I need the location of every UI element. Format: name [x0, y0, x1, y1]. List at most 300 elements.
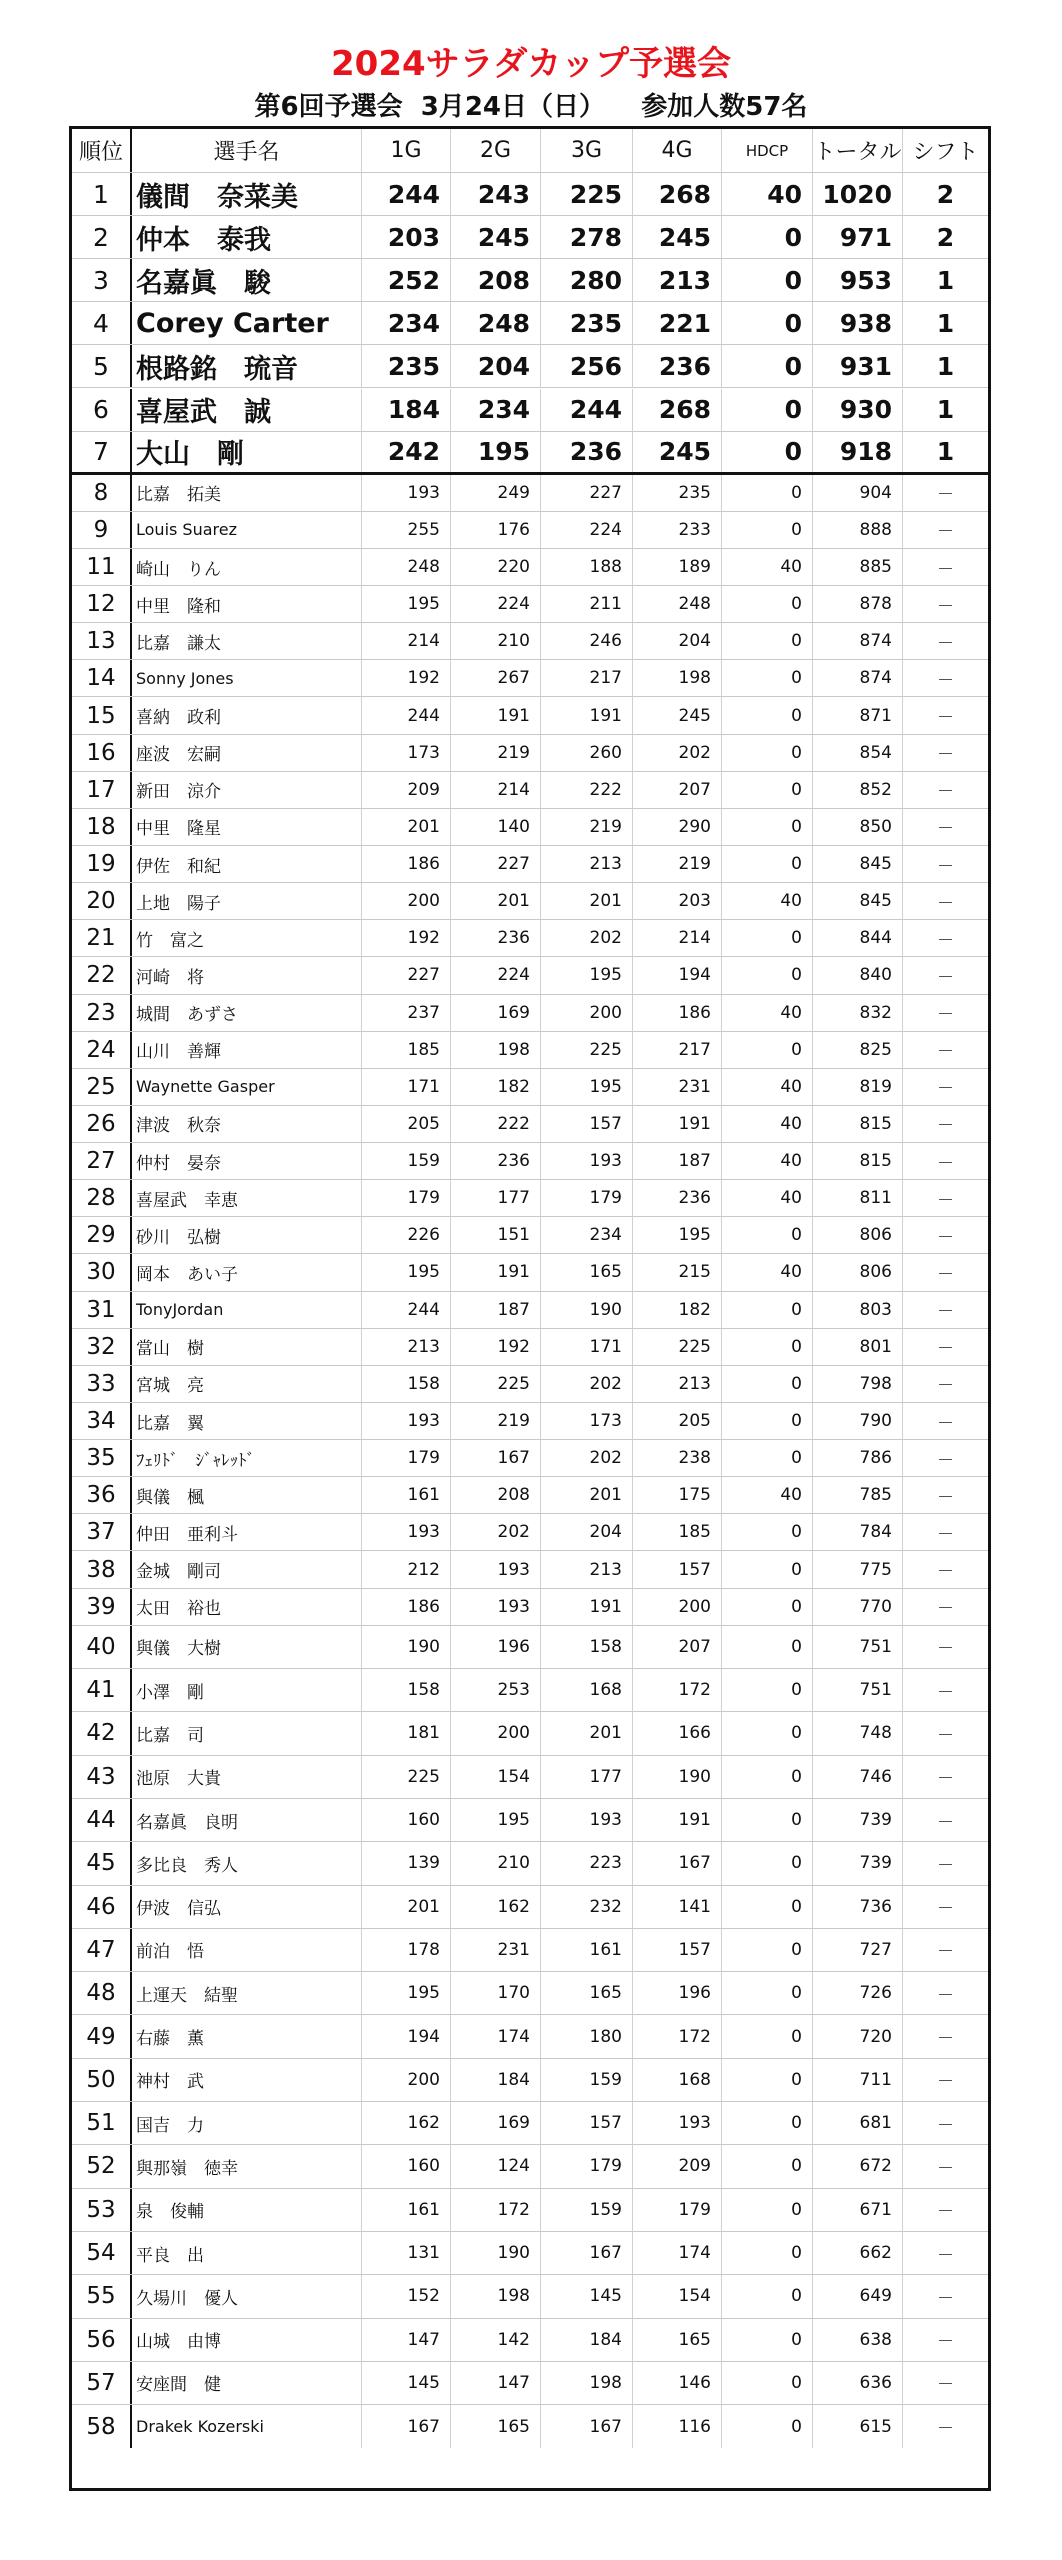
cell-shift: － [937, 2419, 954, 2440]
cell-hdcp: 0 [722, 1514, 813, 1550]
table-row [72, 345, 988, 388]
cell-hdcp: 0 [722, 623, 813, 659]
cell-game4: 209 [633, 2145, 722, 2187]
cell-game2: 147 [451, 2362, 541, 2404]
cell-game1: 178 [362, 1929, 451, 1971]
cell-shift: － [937, 596, 954, 617]
cell-game2: 169 [451, 2102, 541, 2144]
cell-shift: － [937, 2202, 954, 2223]
cell-rank: 57 [72, 2362, 132, 2404]
cell-total: 874 [813, 660, 903, 696]
cell-game3: 227 [541, 475, 633, 511]
cell-game3: 223 [541, 1842, 633, 1884]
cell-game2: 267 [451, 660, 541, 696]
cell-game3: 201 [541, 1712, 633, 1754]
cell-game2: 170 [451, 1972, 541, 2014]
cell-game3: 195 [541, 1069, 633, 1105]
cell-total: 803 [813, 1292, 903, 1328]
cell-hdcp: 0 [722, 1756, 813, 1798]
cell-game4: 225 [633, 1329, 722, 1365]
cell-rank: 25 [72, 1069, 132, 1105]
cell-game1: 237 [362, 995, 451, 1031]
cell-total: 845 [813, 883, 903, 919]
cell-game4: 195 [633, 1217, 722, 1253]
cell-game3: 224 [541, 512, 633, 548]
cell-game3: 256 [541, 345, 633, 387]
cell-game2: 154 [451, 1756, 541, 1798]
cell-player-name: 竹 富之 [132, 920, 362, 956]
cell-game1: 139 [362, 1842, 451, 1884]
cell-game4: 187 [633, 1143, 722, 1179]
cell-game4: 191 [633, 1106, 722, 1142]
cell-hdcp: 0 [722, 512, 813, 548]
table-row [72, 883, 988, 920]
cell-game4: 203 [633, 883, 722, 919]
cell-game1: 193 [362, 1403, 451, 1439]
table-row [72, 2189, 988, 2232]
cell-rank: 37 [72, 1514, 132, 1550]
cell-hdcp: 0 [722, 735, 813, 771]
cell-game3: 278 [541, 216, 633, 258]
cell-game2: 236 [451, 920, 541, 956]
cell-total: 850 [813, 809, 903, 845]
table-row [72, 920, 988, 957]
cell-shift: － [937, 1079, 954, 1100]
table-row [72, 623, 988, 660]
cell-rank: 43 [72, 1756, 132, 1798]
cell-game1: 185 [362, 1032, 451, 1068]
cell-rank: 21 [72, 920, 132, 956]
table-row [72, 697, 988, 734]
page-title: 2024サラダカップ予選会 [331, 44, 731, 84]
header-rank: 順位 [72, 129, 132, 172]
cell-game3: 211 [541, 586, 633, 622]
cell-game2: 174 [451, 2015, 541, 2057]
cell-player-name: 與儀 楓 [132, 1477, 362, 1513]
cell-hdcp: 0 [722, 697, 813, 733]
cell-game1: 244 [362, 697, 451, 733]
cell-rank: 29 [72, 1217, 132, 1253]
table-row [72, 1514, 988, 1551]
cell-game1: 195 [362, 586, 451, 622]
cell-game1: 225 [362, 1756, 451, 1798]
cell-total: 840 [813, 957, 903, 993]
participant-count: 参加人数57名 [641, 92, 808, 122]
cell-game4: 268 [633, 389, 722, 431]
cell-hdcp: 0 [722, 1669, 813, 1711]
cell-hdcp: 0 [722, 1292, 813, 1328]
cell-shift: － [937, 782, 954, 803]
cell-game2: 201 [451, 883, 541, 919]
date-label: 3月24日（日） [420, 92, 606, 122]
cell-game3: 234 [541, 1217, 633, 1253]
cell-game3: 158 [541, 1626, 633, 1668]
cell-player-name: 伊佐 和紀 [132, 846, 362, 882]
table-row [72, 259, 988, 302]
cell-rank: 11 [72, 549, 132, 585]
cell-game2: 196 [451, 1626, 541, 1668]
cell-rank: 28 [72, 1180, 132, 1216]
cell-player-name: 崎山 りん [132, 549, 362, 585]
cell-hdcp: 40 [722, 995, 813, 1031]
header-game3: 3G [541, 129, 633, 172]
cell-rank: 44 [72, 1799, 132, 1841]
cell-hdcp: 0 [722, 432, 813, 472]
table-row [72, 2145, 988, 2188]
cell-shift: － [937, 2288, 954, 2309]
cell-game2: 234 [451, 389, 541, 431]
cell-total: 748 [813, 1712, 903, 1754]
cell-shift: － [937, 1899, 954, 1920]
cell-shift: － [937, 522, 954, 543]
cell-rank: 16 [72, 735, 132, 771]
cell-hdcp: 0 [722, 957, 813, 993]
cell-game1: 255 [362, 512, 451, 548]
cell-game4: 194 [633, 957, 722, 993]
table-row [72, 2102, 988, 2145]
cell-game2: 124 [451, 2145, 541, 2187]
cell-game1: 201 [362, 809, 451, 845]
cell-player-name: 名嘉眞 駿 [132, 259, 362, 301]
cell-game1: 160 [362, 2145, 451, 2187]
cell-game3: 225 [541, 173, 633, 215]
cell-player-name: 城間 あずさ [132, 995, 362, 1031]
cell-game1: 194 [362, 2015, 451, 2057]
cell-game2: 253 [451, 1669, 541, 1711]
cell-total: 638 [813, 2319, 903, 2361]
cell-game3: 193 [541, 1799, 633, 1841]
cell-rank: 9 [72, 512, 132, 548]
header-player-name: 選手名 [132, 129, 362, 172]
cell-hdcp: 0 [722, 1929, 813, 1971]
cell-rank: 3 [72, 259, 132, 301]
cell-rank: 14 [72, 660, 132, 696]
cell-game2: 224 [451, 957, 541, 993]
cell-total: 806 [813, 1217, 903, 1253]
cell-total: 726 [813, 1972, 903, 2014]
cell-hdcp: 0 [722, 302, 813, 344]
cell-game4: 168 [633, 2059, 722, 2101]
table-row [72, 1589, 988, 1626]
cell-shift: 1 [936, 437, 955, 467]
cell-player-name: 多比良 秀人 [132, 1842, 362, 1884]
cell-rank: 34 [72, 1403, 132, 1439]
cell-player-name: 太田 裕也 [132, 1589, 362, 1625]
cell-game3: 222 [541, 772, 633, 808]
cell-game3: 171 [541, 1329, 633, 1365]
cell-rank: 49 [72, 2015, 132, 2057]
cell-total: 815 [813, 1106, 903, 1142]
cell-game3: 179 [541, 1180, 633, 1216]
cell-player-name: 金城 剛司 [132, 1551, 362, 1587]
table-row [72, 432, 988, 475]
cell-hdcp: 0 [722, 1440, 813, 1476]
cell-total: 845 [813, 846, 903, 882]
cell-game4: 235 [633, 475, 722, 511]
cell-game2: 190 [451, 2232, 541, 2274]
table-row [72, 2015, 988, 2058]
cell-shift: － [937, 1153, 954, 1174]
page-subtitle [0, 86, 1062, 123]
cell-game4: 146 [633, 2362, 722, 2404]
cell-total: 615 [813, 2405, 903, 2448]
cell-shift: － [937, 485, 954, 506]
cell-shift: － [937, 930, 954, 951]
header-hdcp: HDCP [722, 129, 813, 172]
cell-game1: 192 [362, 660, 451, 696]
cell-game2: 187 [451, 1292, 541, 1328]
header-game2: 2G [451, 129, 541, 172]
cell-game2: 208 [451, 1477, 541, 1513]
cell-player-name: 泉 俊輔 [132, 2189, 362, 2231]
cell-hdcp: 0 [722, 2189, 813, 2231]
cell-shift: 2 [936, 179, 955, 209]
cell-game2: 195 [451, 432, 541, 472]
cell-player-name: 山城 由博 [132, 2319, 362, 2361]
cell-game2: 227 [451, 846, 541, 882]
cell-shift: － [937, 1339, 954, 1360]
cell-shift: － [937, 2072, 954, 2093]
cell-rank: 17 [72, 772, 132, 808]
table-row [72, 302, 988, 345]
cell-hdcp: 0 [722, 772, 813, 808]
cell-game3: 235 [541, 302, 633, 344]
cell-hdcp: 0 [722, 345, 813, 387]
cell-game2: 191 [451, 1254, 541, 1290]
cell-game1: 190 [362, 1626, 451, 1668]
cell-rank: 45 [72, 1842, 132, 1884]
cell-shift: － [937, 1524, 954, 1545]
cell-game1: 200 [362, 2059, 451, 2101]
cell-game4: 166 [633, 1712, 722, 1754]
table-row [72, 1106, 988, 1143]
cell-total: 888 [813, 512, 903, 548]
cell-rank: 41 [72, 1669, 132, 1711]
cell-player-name: 名嘉眞 良明 [132, 1799, 362, 1841]
cell-hdcp: 0 [722, 2145, 813, 2187]
cell-game1: 179 [362, 1440, 451, 1476]
cell-game1: 131 [362, 2232, 451, 2274]
cell-shift: － [937, 1264, 954, 1285]
cell-game2: 193 [451, 1551, 541, 1587]
cell-player-name: 喜屋武 誠 [132, 389, 362, 431]
cell-game2: 176 [451, 512, 541, 548]
cell-total: 825 [813, 1032, 903, 1068]
cell-hdcp: 40 [722, 1254, 813, 1290]
cell-game4: 193 [633, 2102, 722, 2144]
cell-hdcp: 0 [722, 1842, 813, 1884]
cell-total: 751 [813, 1669, 903, 1711]
cell-rank: 42 [72, 1712, 132, 1754]
cell-rank: 2 [72, 216, 132, 258]
cell-rank: 18 [72, 809, 132, 845]
cell-shift: － [937, 856, 954, 877]
cell-hdcp: 0 [722, 2319, 813, 2361]
cell-game3: 280 [541, 259, 633, 301]
cell-game4: 245 [633, 697, 722, 733]
cell-player-name: 安座間 健 [132, 2362, 362, 2404]
cell-game2: 192 [451, 1329, 541, 1365]
cell-game4: 191 [633, 1799, 722, 1841]
table-row [72, 1403, 988, 1440]
cell-game1: 161 [362, 1477, 451, 1513]
cell-game3: 167 [541, 2405, 633, 2448]
cell-shift: 1 [936, 308, 955, 338]
cell-player-name: 伊波 信弘 [132, 1886, 362, 1928]
cell-game3: 157 [541, 2102, 633, 2144]
cell-game2: 167 [451, 1440, 541, 1476]
cell-player-name: 比嘉 司 [132, 1712, 362, 1754]
cell-game1: 214 [362, 623, 451, 659]
table-row [72, 1756, 988, 1799]
cell-game1: 200 [362, 883, 451, 919]
cell-game4: 167 [633, 1842, 722, 1884]
cell-hdcp: 0 [722, 1032, 813, 1068]
cell-total: 1020 [813, 173, 903, 215]
table-row [72, 1366, 988, 1403]
cell-game2: 182 [451, 1069, 541, 1105]
cell-player-name: 上運天 結聖 [132, 1972, 362, 2014]
table-row [72, 1217, 988, 1254]
cell-rank: 48 [72, 1972, 132, 2014]
cell-game2: 219 [451, 735, 541, 771]
cell-player-name: 座波 宏嗣 [132, 735, 362, 771]
table-row [72, 2059, 988, 2102]
cell-game1: 209 [362, 772, 451, 808]
cell-shift: － [937, 1042, 954, 1063]
cell-total: 819 [813, 1069, 903, 1105]
cell-game2: 151 [451, 1217, 541, 1253]
table-row [72, 1292, 988, 1329]
cell-game4: 186 [633, 995, 722, 1031]
cell-game2: 248 [451, 302, 541, 344]
cell-hdcp: 0 [722, 2275, 813, 2317]
cell-shift: － [937, 2029, 954, 2050]
cell-game3: 213 [541, 1551, 633, 1587]
cell-player-name: 上地 陽子 [132, 883, 362, 919]
cell-game1: 152 [362, 2275, 451, 2317]
cell-player-name: 比嘉 謙太 [132, 623, 362, 659]
cell-player-name: 池原 大貴 [132, 1756, 362, 1798]
cell-game1: 235 [362, 345, 451, 387]
cell-shift: － [937, 559, 954, 580]
table-row [72, 2405, 988, 2448]
cell-game1: 179 [362, 1180, 451, 1216]
table-row [72, 735, 988, 772]
cell-game2: 172 [451, 2189, 541, 2231]
cell-game4: 290 [633, 809, 722, 845]
cell-hdcp: 0 [722, 660, 813, 696]
cell-hdcp: 0 [722, 2015, 813, 2057]
cell-hdcp: 0 [722, 216, 813, 258]
cell-game2: 202 [451, 1514, 541, 1550]
cell-game2: 219 [451, 1403, 541, 1439]
cell-game2: 231 [451, 1929, 541, 1971]
cell-rank: 52 [72, 2145, 132, 2187]
cell-player-name: 河崎 将 [132, 957, 362, 993]
cell-rank: 7 [72, 432, 132, 472]
cell-game1: 158 [362, 1366, 451, 1402]
cell-game3: 177 [541, 1756, 633, 1798]
cell-game3: 191 [541, 697, 633, 733]
cell-rank: 26 [72, 1106, 132, 1142]
cell-game3: 180 [541, 2015, 633, 2057]
header-total: トータル [813, 129, 903, 172]
cell-game2: 195 [451, 1799, 541, 1841]
cell-rank: 55 [72, 2275, 132, 2317]
cell-player-name: ﾌｪﾘﾄﾞ ｼﾞｬﾚｯﾄﾞ [132, 1440, 362, 1476]
cell-game4: 182 [633, 1292, 722, 1328]
cell-game3: 260 [541, 735, 633, 771]
cell-rank: 22 [72, 957, 132, 993]
cell-total: 811 [813, 1180, 903, 1216]
cell-total: 649 [813, 2275, 903, 2317]
cell-player-name: 砂川 弘樹 [132, 1217, 362, 1253]
cell-hdcp: 0 [722, 1366, 813, 1402]
cell-rank: 46 [72, 1886, 132, 1928]
cell-shift: － [937, 2332, 954, 2353]
cell-hdcp: 0 [722, 2059, 813, 2101]
cell-game2: 214 [451, 772, 541, 808]
cell-hdcp: 0 [722, 846, 813, 882]
cell-shift: － [937, 893, 954, 914]
cell-player-name: Drakek Kozerski [132, 2405, 362, 2448]
cell-game3: 159 [541, 2059, 633, 2101]
cell-game1: 252 [362, 259, 451, 301]
cell-player-name: 新田 涼介 [132, 772, 362, 808]
cell-total: 736 [813, 1886, 903, 1928]
cell-hdcp: 0 [722, 389, 813, 431]
cell-hdcp: 0 [722, 1626, 813, 1668]
cell-total: 662 [813, 2232, 903, 2274]
cell-game1: 160 [362, 1799, 451, 1841]
table-row [72, 1440, 988, 1477]
cell-rank: 53 [72, 2189, 132, 2231]
cell-game1: 242 [362, 432, 451, 472]
cell-game2: 193 [451, 1589, 541, 1625]
table-row [72, 173, 988, 216]
cell-game2: 142 [451, 2319, 541, 2361]
cell-player-name: 當山 樹 [132, 1329, 362, 1365]
cell-total: 852 [813, 772, 903, 808]
cell-game1: 184 [362, 389, 451, 431]
cell-game1: 226 [362, 1217, 451, 1253]
cell-game2: 236 [451, 1143, 541, 1179]
cell-hdcp: 0 [722, 2232, 813, 2274]
cell-game3: 191 [541, 1589, 633, 1625]
cell-hdcp: 0 [722, 1886, 813, 1928]
cell-player-name: Sonny Jones [132, 660, 362, 696]
cell-total: 938 [813, 302, 903, 344]
table-row [72, 1669, 988, 1712]
cell-total: 878 [813, 586, 903, 622]
cell-total: 930 [813, 389, 903, 431]
cell-hdcp: 0 [722, 1403, 813, 1439]
cell-player-name: 中里 隆星 [132, 809, 362, 845]
cell-shift: － [937, 1942, 954, 1963]
table-row [72, 512, 988, 549]
table-row [72, 549, 988, 586]
cell-total: 681 [813, 2102, 903, 2144]
cell-rank: 38 [72, 1551, 132, 1587]
cell-hdcp: 0 [722, 920, 813, 956]
cell-rank: 6 [72, 389, 132, 431]
table-row [72, 1551, 988, 1588]
cell-total: 854 [813, 735, 903, 771]
cell-game3: 190 [541, 1292, 633, 1328]
cell-player-name: 山川 善輝 [132, 1032, 362, 1068]
cell-game3: 157 [541, 1106, 633, 1142]
